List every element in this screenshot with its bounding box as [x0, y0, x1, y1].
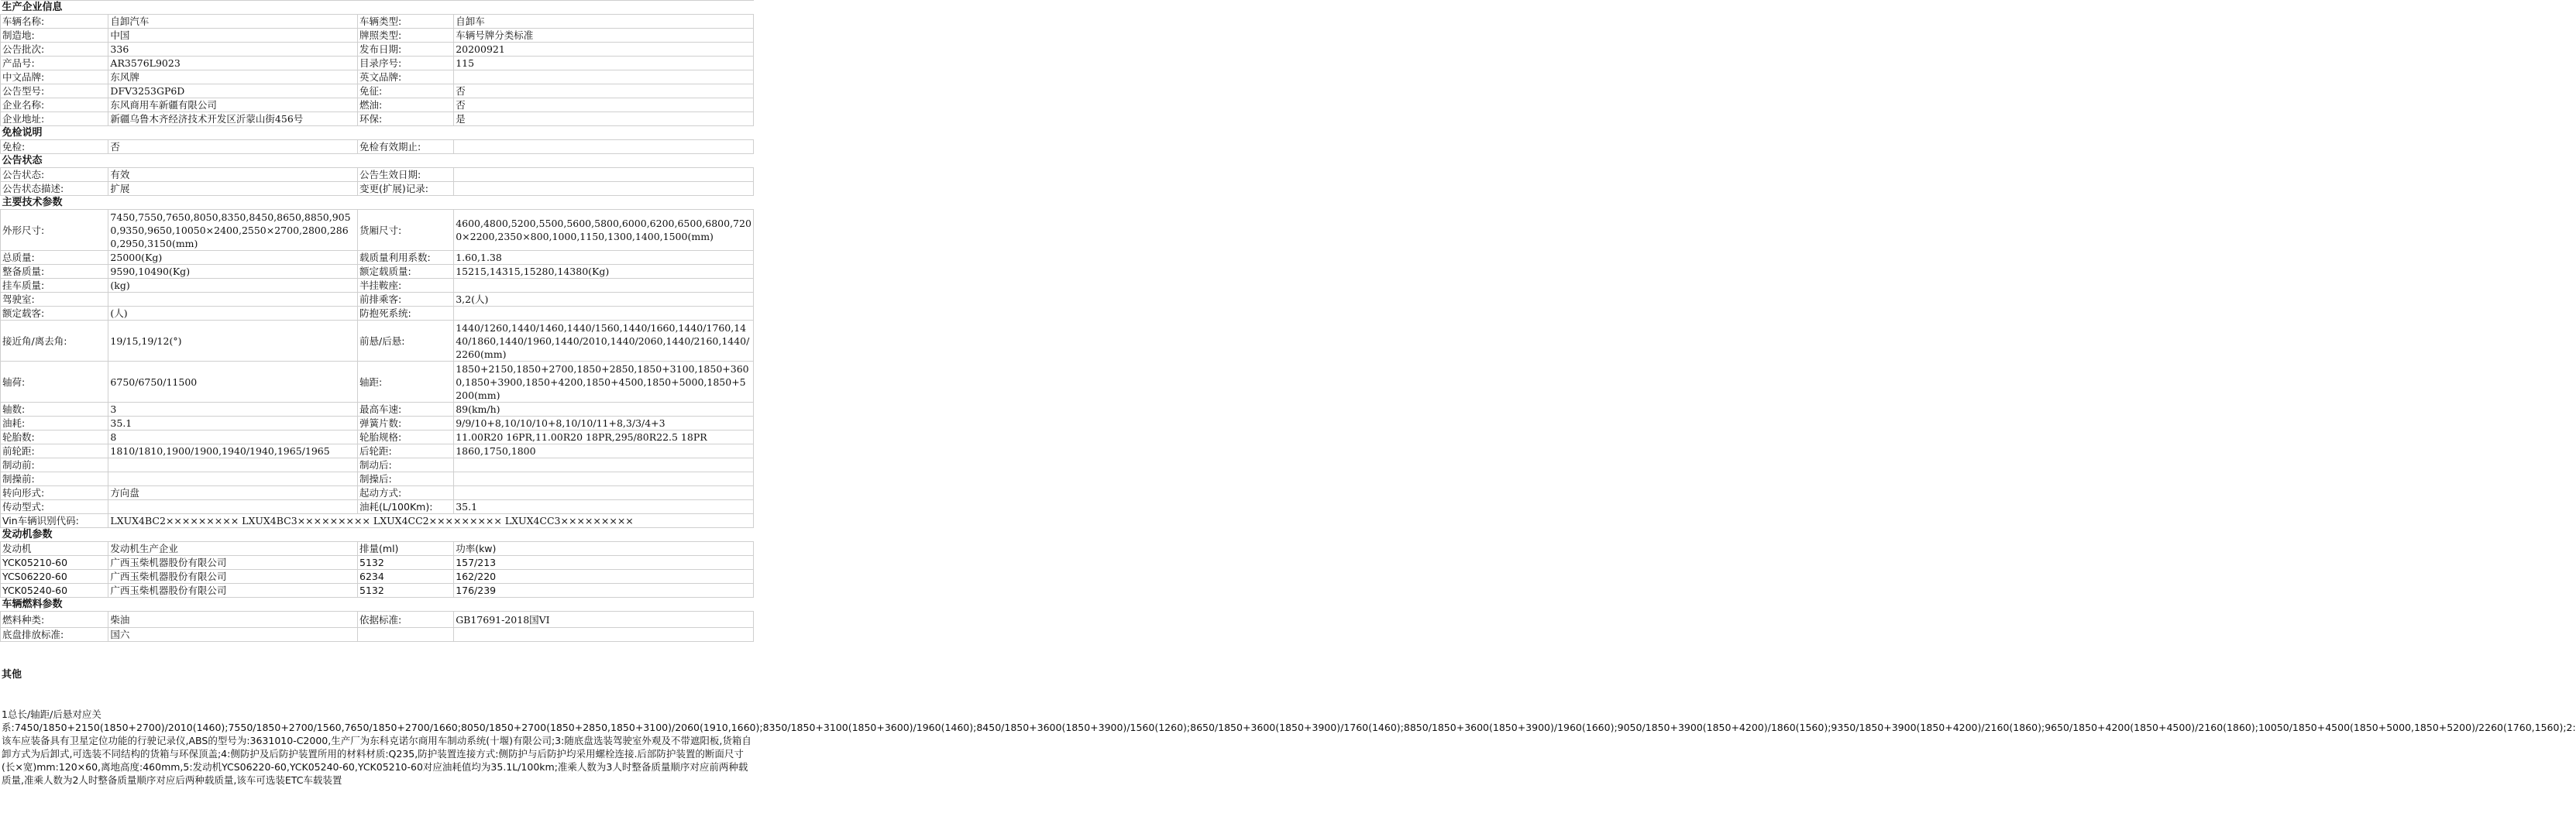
section-title-other: 其他	[2, 669, 22, 681]
field-value: 否	[454, 84, 754, 98]
engine-cell: 5132	[358, 584, 454, 598]
field-label: 企业名称:	[1, 98, 108, 112]
field-label: 轴荷:	[1, 362, 108, 403]
field-value: 9590,10490(Kg)	[108, 265, 358, 279]
info-row	[1, 628, 754, 642]
field-label: 依据标准:	[358, 612, 454, 628]
field-value: 1860,1750,1800	[454, 444, 754, 458]
info-row	[1, 57, 754, 70]
engine-cell: 157/213	[454, 556, 754, 570]
section-title: 公告状态	[1, 154, 754, 168]
info-row	[1, 362, 754, 403]
field-value: 中国	[108, 29, 358, 43]
field-value	[108, 458, 358, 472]
info-row	[1, 486, 754, 500]
field-value: 扩展	[108, 182, 358, 196]
field-label: 弹簧片数:	[358, 417, 454, 431]
info-row	[1, 612, 754, 628]
field-label: 轴距:	[358, 362, 454, 403]
engine-column-header: 发动机	[1, 542, 108, 556]
field-label: 车辆类型:	[358, 15, 454, 29]
field-label: 公告型号:	[1, 84, 108, 98]
field-label: 货厢尺寸:	[358, 210, 454, 251]
info-row	[1, 500, 754, 514]
section-title: 主要技术参数	[1, 196, 754, 210]
field-label: 公告批次:	[1, 43, 108, 57]
field-value	[454, 486, 754, 500]
vin-row	[1, 514, 754, 528]
field-label: 半挂鞍座:	[358, 279, 454, 293]
section-header-notice-status	[1, 154, 754, 168]
info-row	[1, 182, 754, 196]
field-value: 25000(Kg)	[108, 251, 358, 265]
info-row	[1, 279, 754, 293]
field-label: 变更(扩展)记录:	[358, 182, 454, 196]
info-row	[1, 251, 754, 265]
field-label: 轴数:	[1, 403, 108, 417]
engine-cell: YCK05240-60	[1, 584, 108, 598]
field-value: 否	[454, 98, 754, 112]
field-label: 油耗:	[1, 417, 108, 431]
vin-value: LXUX4BC2××××××××× LXUX4BC3××××××××× LXUX4CC2××××××××× LXUX4CC3×××××××××	[108, 514, 754, 528]
field-label: 企业地址:	[1, 112, 108, 126]
field-label: 免征:	[358, 84, 454, 98]
field-label: 免检:	[1, 140, 108, 154]
section-header-engine	[1, 528, 754, 542]
field-value: 否	[108, 140, 358, 154]
section-title: 发动机参数	[1, 528, 754, 542]
field-label	[358, 628, 454, 642]
field-label: 转向形式:	[1, 486, 108, 500]
engine-column-header: 发动机生产企业	[108, 542, 358, 556]
field-value: 东风牌	[108, 70, 358, 84]
engine-cell: 162/220	[454, 570, 754, 584]
info-row	[1, 140, 754, 154]
field-label: 发布日期:	[358, 43, 454, 57]
section-header-main-params	[1, 196, 754, 210]
field-value: 4600,4800,5200,5500,5600,5800,6000,6200,6500,6800,7200×2200,2350×800,1000,1150,1300,1400,1500(mm)	[454, 210, 754, 251]
field-value: 1810/1810,1900/1900,1940/1940,1965/1965	[108, 444, 358, 458]
field-label: 环保:	[358, 112, 454, 126]
info-row	[1, 84, 754, 98]
info-row	[1, 472, 754, 486]
field-value: AR3576L9023	[108, 57, 358, 70]
field-label: 整备质量:	[1, 265, 108, 279]
engine-cell: 广西玉柴机器股份有限公司	[108, 584, 358, 598]
field-label: 后轮距:	[358, 444, 454, 458]
field-label: 载质量利用系数:	[358, 251, 454, 265]
field-value: (人)	[108, 307, 358, 321]
info-row	[1, 29, 754, 43]
field-value: 20200921	[454, 43, 754, 57]
field-label: 接近角/离去角:	[1, 321, 108, 362]
field-label: 目录序号:	[358, 57, 454, 70]
engine-row	[1, 556, 754, 570]
section-header-producer	[1, 1, 754, 15]
field-value: 35.1	[108, 417, 358, 431]
section-title: 生产企业信息	[1, 1, 754, 15]
field-label: 起动方式:	[358, 486, 454, 500]
field-value: 115	[454, 57, 754, 70]
info-row	[1, 403, 754, 417]
field-label: 油耗(L/100Km):	[358, 500, 454, 514]
field-label: 燃料种类:	[1, 612, 108, 628]
section-title: 车辆燃料参数	[1, 598, 754, 612]
field-value	[454, 458, 754, 472]
field-value: 东风商用车新疆有限公司	[108, 98, 358, 112]
field-label: 额定载质量:	[358, 265, 454, 279]
vin-label: Vin车辆识别代码:	[1, 514, 108, 528]
info-row	[1, 265, 754, 279]
field-value: 19/15,19/12(°)	[108, 321, 358, 362]
field-label: 公告状态描述:	[1, 182, 108, 196]
field-value	[454, 628, 754, 642]
vehicle-info-table	[0, 0, 754, 642]
field-value: 6750/6750/11500	[108, 362, 358, 403]
other-notes	[0, 642, 2576, 813]
field-label: 制造地:	[1, 29, 108, 43]
engine-cell: 176/239	[454, 584, 754, 598]
field-value	[454, 70, 754, 84]
info-row	[1, 444, 754, 458]
engine-cell: 6234	[358, 570, 454, 584]
section-header-fuel	[1, 598, 754, 612]
field-label: 公告状态:	[1, 168, 108, 182]
field-value: 自卸车	[454, 15, 754, 29]
field-label: 产品号:	[1, 57, 108, 70]
field-value	[454, 472, 754, 486]
field-label: 制动前:	[1, 458, 108, 472]
field-value: 1850+2150,1850+2700,1850+2850,1850+3100,1850+3600,1850+3900,1850+4200,1850+4500,1850+5000,1850+5200(mm)	[454, 362, 754, 403]
field-value: 1440/1260,1440/1460,1440/1560,1440/1660,1440/1760,1440/1860,1440/1960,1440/2010,1440/2060,1440/2160,1440/2260(mm)	[454, 321, 754, 362]
field-value: 柴油	[108, 612, 358, 628]
field-value: 3	[108, 403, 358, 417]
field-value: 15215,14315,15280,14380(Kg)	[454, 265, 754, 279]
field-label: 燃油:	[358, 98, 454, 112]
section-title: 免检说明	[1, 126, 754, 140]
engine-cell: YCS06220-60	[1, 570, 108, 584]
field-value: 有效	[108, 168, 358, 182]
field-label: 英文品牌:	[358, 70, 454, 84]
field-label: 免检有效期止:	[358, 140, 454, 154]
info-row	[1, 70, 754, 84]
field-label: 牌照类型:	[358, 29, 454, 43]
info-row	[1, 43, 754, 57]
field-label: 外形尺寸:	[1, 210, 108, 251]
field-label: 前悬/后悬:	[358, 321, 454, 362]
field-label: 公告生效日期:	[358, 168, 454, 182]
field-label: 车辆名称:	[1, 15, 108, 29]
field-value	[454, 279, 754, 293]
info-row	[1, 293, 754, 307]
section-header-exemption	[1, 126, 754, 140]
field-value: 3,2(人)	[454, 293, 754, 307]
info-row	[1, 210, 754, 251]
engine-column-header: 排量(ml)	[358, 542, 454, 556]
field-value: 国六	[108, 628, 358, 642]
engine-column-header: 功率(kw)	[454, 542, 754, 556]
field-value: DFV3253GP6D	[108, 84, 358, 98]
field-value: 89(km/h)	[454, 403, 754, 417]
engine-row	[1, 584, 754, 598]
engine-row	[1, 570, 754, 584]
field-value: 车辆号牌分类标准	[454, 29, 754, 43]
field-label: 轮胎规格:	[358, 431, 454, 444]
field-label: 驾驶室:	[1, 293, 108, 307]
field-value	[454, 307, 754, 321]
field-label: 挂车质量:	[1, 279, 108, 293]
field-value: 11.00R20 16PR,11.00R20 18PR,295/80R22.5 18PR	[454, 431, 754, 444]
info-row	[1, 168, 754, 182]
field-label: 制动后:	[358, 458, 454, 472]
field-value: 7450,7550,7650,8050,8350,8450,8650,8850,9050,9350,9650,10050×2400,2550×2700,2800,2860,2950,3150(mm)	[108, 210, 358, 251]
other-notes-text: 1总长/轴距/后悬对应关系:7450/1850+2150(1850+2700)/2010(1460);7550/1850+2700/1560,7650/1850+2700/1660;8050/1850+2700(1850+2850,1850+3100)/2060(1910,1660);8350/1850+3100(1850+3600)/1960(1460);8450/1850+3600(1850+3900)/1560(1260);8650/1850+3600(1850+3900)/1760(1460);8850/1850+3600(1850+3900)/1960(1660);9050/1850+3900(1850+4200)/1860(1560);9350/1850+3900(1850+4200)/2160(1860);9650/1850+4200(1850+4500)/2160(1860);10050/1850+4500(1850+5000,1850+5200)/2260(1760,1560);2:该车应装备具有卫星定位功能的行驶记录仪,ABS的型号为:3631010-C2000,生产厂为东科克诺尔商用车制动系统(十堰)有限公司;3:随底盘选装驾驶室外观及不带遮阳板,货箱自卸方式为后卸式,可选装不同结构的货箱与环保顶盖;4:侧防护及后防护装置所用的材料材质:Q235,防护装置连接方式:侧防护与后防护均采用螺栓连接.后部防护装置的断面尺寸(长×宽)mm:120×60,离地高度:460mm,5:发动机YCS06220-60,YCK05240-60,YCK05210-60对应油耗值均为35.1L/100km;准乘人数为3人时整备质量顺序对应前两种载质量,准乘人数为2人时整备质量顺序对应后两种载质量,该车可选装ETC车载装置	[2, 708, 2576, 786]
field-value: GB17691-2018国VI	[454, 612, 754, 628]
field-value	[454, 168, 754, 182]
field-value: 新疆乌鲁木齐经济技术开发区沂蒙山街456号	[108, 112, 358, 126]
field-label: 前轮距:	[1, 444, 108, 458]
field-value: 1.60,1.38	[454, 251, 754, 265]
field-label: 轮胎数:	[1, 431, 108, 444]
field-value: 35.1	[454, 500, 754, 514]
engine-cell: 广西玉柴机器股份有限公司	[108, 570, 358, 584]
engine-cell: 5132	[358, 556, 454, 570]
info-row	[1, 431, 754, 444]
field-value: 336	[108, 43, 358, 57]
field-value: 9/9/10+8,10/10/10+8,10/10/11+8,3/3/4+3	[454, 417, 754, 431]
info-row	[1, 321, 754, 362]
field-label: 底盘排放标准:	[1, 628, 108, 642]
field-label: 防抱死系统:	[358, 307, 454, 321]
info-row	[1, 98, 754, 112]
field-label: 额定载客:	[1, 307, 108, 321]
info-row	[1, 458, 754, 472]
field-value: 自卸汽车	[108, 15, 358, 29]
engine-cell: 广西玉柴机器股份有限公司	[108, 556, 358, 570]
info-row	[1, 417, 754, 431]
field-value	[454, 140, 754, 154]
field-value	[454, 182, 754, 196]
field-value: (kg)	[108, 279, 358, 293]
field-value	[108, 293, 358, 307]
field-label: 制操后:	[358, 472, 454, 486]
engine-header-row	[1, 542, 754, 556]
field-value: 8	[108, 431, 358, 444]
field-label: 最高车速:	[358, 403, 454, 417]
field-label: 前排乘客:	[358, 293, 454, 307]
field-label: 制操前:	[1, 472, 108, 486]
field-value: 是	[454, 112, 754, 126]
info-row	[1, 307, 754, 321]
engine-cell: YCK05210-60	[1, 556, 108, 570]
field-value	[108, 500, 358, 514]
field-label: 总质量:	[1, 251, 108, 265]
info-row	[1, 15, 754, 29]
field-label: 中文品牌:	[1, 70, 108, 84]
info-row	[1, 112, 754, 126]
field-value: 方向盘	[108, 486, 358, 500]
field-value	[108, 472, 358, 486]
field-label: 传动型式:	[1, 500, 108, 514]
